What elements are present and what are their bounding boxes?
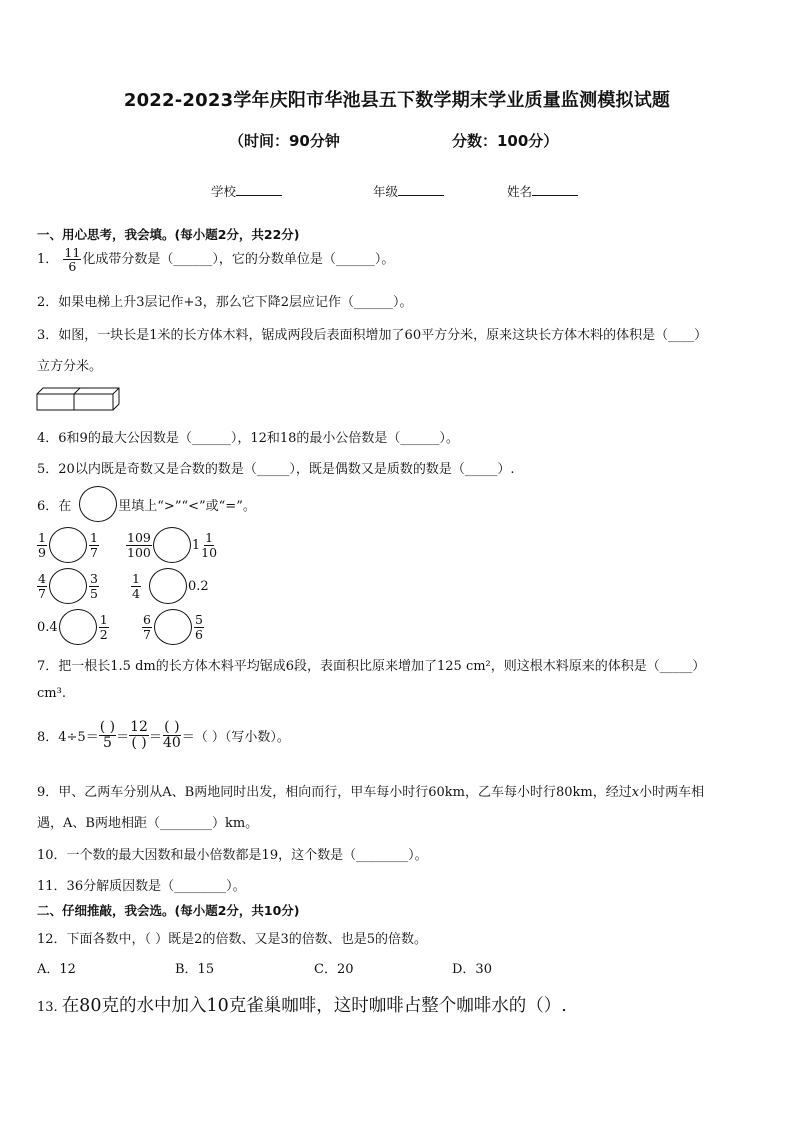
question-4: 4．6和9的最大公因数是（______），12和18的最小公倍数是（______）。 [37, 431, 459, 446]
grade-blank [398, 183, 444, 196]
option-d[interactable]: D．30 [452, 962, 492, 977]
fraction: $\frac{1}{7}$ [89, 530, 98, 560]
grade-field [373, 182, 444, 200]
q8-prefix: 8．4÷5＝ [37, 729, 99, 745]
question-9-line-1: 9．甲、乙两车分别从A、B两地同时出发，相向而行，甲车每小时行60km，乙车每小时行80km，经过x小时两车相 [37, 785, 705, 800]
compare-circle[interactable] [79, 486, 117, 522]
question-12: 12．下面各数中，（ ）既是2的倍数、又是3的倍数、也是5的倍数。 [37, 932, 427, 947]
question-6 [37, 486, 256, 522]
whole-number: 1 [191, 537, 201, 553]
grade-label: 年级 [373, 184, 399, 199]
compare-circle[interactable] [49, 568, 87, 604]
page-title: 2022-2023学年庆阳市华池县五下数学期末学业质量监测模拟试题 [123, 90, 671, 111]
option-a[interactable]: A．12 [37, 962, 76, 977]
compare-item-2 [126, 527, 218, 563]
section-2-heading: 二、仔细推敲，我会选。(每小题2分，共10分) [37, 903, 300, 918]
fraction: $\frac{6}{7}$ [143, 612, 151, 642]
compare-item-1 [37, 527, 99, 563]
q13-text: 在80克的水中加入10克雀巢咖啡，这时咖啡占整个咖啡水的（）. [61, 996, 567, 1016]
decimal-number: 0.2 [187, 578, 209, 594]
name-field [507, 182, 578, 200]
compare-circle[interactable] [59, 609, 97, 645]
q1-text: 化成带分数是（______），它的分数单位是（______）。 [82, 252, 395, 268]
q8-fraction-2: $\frac{12}{( )}$ [130, 719, 148, 751]
q8-fraction-3: $\frac{( )}{40}$ [162, 719, 181, 751]
option-b[interactable]: B．15 [175, 962, 215, 977]
q8-suffix: ＝（ ）（写小数）。 [181, 729, 290, 745]
question-7-line-2: cm³. [37, 686, 66, 701]
fraction: $\frac{5}{6}$ [194, 612, 203, 642]
compare-circle[interactable] [49, 527, 87, 563]
q6-suffix: 里填上“>”“<”或“=”。 [118, 498, 256, 514]
question-8: 8．4÷5＝ $\frac{( )}{5}$ ＝ $\frac{12}{( )}$ ＝ $\frac{( )}{40}$ ＝（ ）（写小数）。 [37, 719, 290, 751]
question-1 [37, 246, 394, 273]
school-label: 学校 [211, 184, 237, 199]
compare-circle[interactable] [153, 527, 191, 563]
question-5: 5．20以内既是奇数又是合数的数是（_____），既是偶数又是质数的数是（_____）. [37, 462, 515, 477]
name-blank [532, 183, 578, 196]
question-13 [37, 992, 567, 1017]
question-11: 11．36分解质因数是（________）。 [37, 879, 246, 894]
compare-circle[interactable] [149, 568, 187, 604]
fraction: $\frac{4}{7}$ [38, 571, 46, 601]
option-c[interactable]: C．20 [314, 962, 354, 977]
exam-score: 分数：100分） [452, 132, 559, 150]
question-3-line-2: 立方分米。 [37, 359, 103, 374]
compare-item-4 [131, 568, 209, 604]
q1-number: 1． [37, 252, 59, 268]
compare-item-3 [37, 568, 99, 604]
compare-item-6 [142, 609, 204, 645]
cuboid-figure [36, 386, 120, 412]
school-blank [236, 183, 282, 196]
name-label: 姓名 [507, 184, 533, 199]
variable-x: x [631, 785, 640, 800]
question-9-line-2: 遇，A、B两地相距（________）km。 [37, 816, 259, 831]
fraction: $\frac{1}{2}$ [99, 612, 108, 642]
question-10: 10．一个数的最大因数和最小倍数都是19，这个数是（________）。 [37, 848, 428, 863]
q1-fraction: $\frac{11}{6}$ [64, 245, 81, 275]
fraction: $\frac{1}{10}$ [201, 530, 218, 560]
q8-fraction-1: $\frac{( )}{5}$ [99, 719, 116, 751]
question-3-line-1: 3．如图，一块长是1米的长方体木料，锯成两段后表面积增加了60平方分米，原来这块长方体木料的体积是（____） [37, 328, 708, 343]
fraction: $\frac{109}{100}$ [127, 530, 151, 560]
compare-circle[interactable] [154, 609, 192, 645]
section-1-heading: 一、用心思考，我会填。(每小题2分，共22分) [37, 227, 300, 242]
fraction: $\frac{1}{4}$ [132, 571, 140, 601]
q6-prefix: 6．在 [37, 498, 72, 514]
question-2: 2．如果电梯上升3层记作+3，那么它下降2层应记作（______）。 [37, 295, 413, 310]
question-7-line-1: 7．把一根长1.5 dm的长方体木料平均锯成6段，表面积比原来增加了125 cm²，则这根木料原来的体积是（_____） [37, 659, 706, 674]
q13-number: 13. [37, 1000, 58, 1015]
exam-time: （时间：90分钟 [229, 132, 340, 150]
compare-item-5 [37, 609, 109, 645]
school-field [211, 182, 282, 200]
decimal-number: 0.4 [37, 619, 58, 635]
fraction: $\frac{1}{9}$ [38, 530, 46, 560]
fraction: $\frac{3}{5}$ [89, 571, 98, 601]
